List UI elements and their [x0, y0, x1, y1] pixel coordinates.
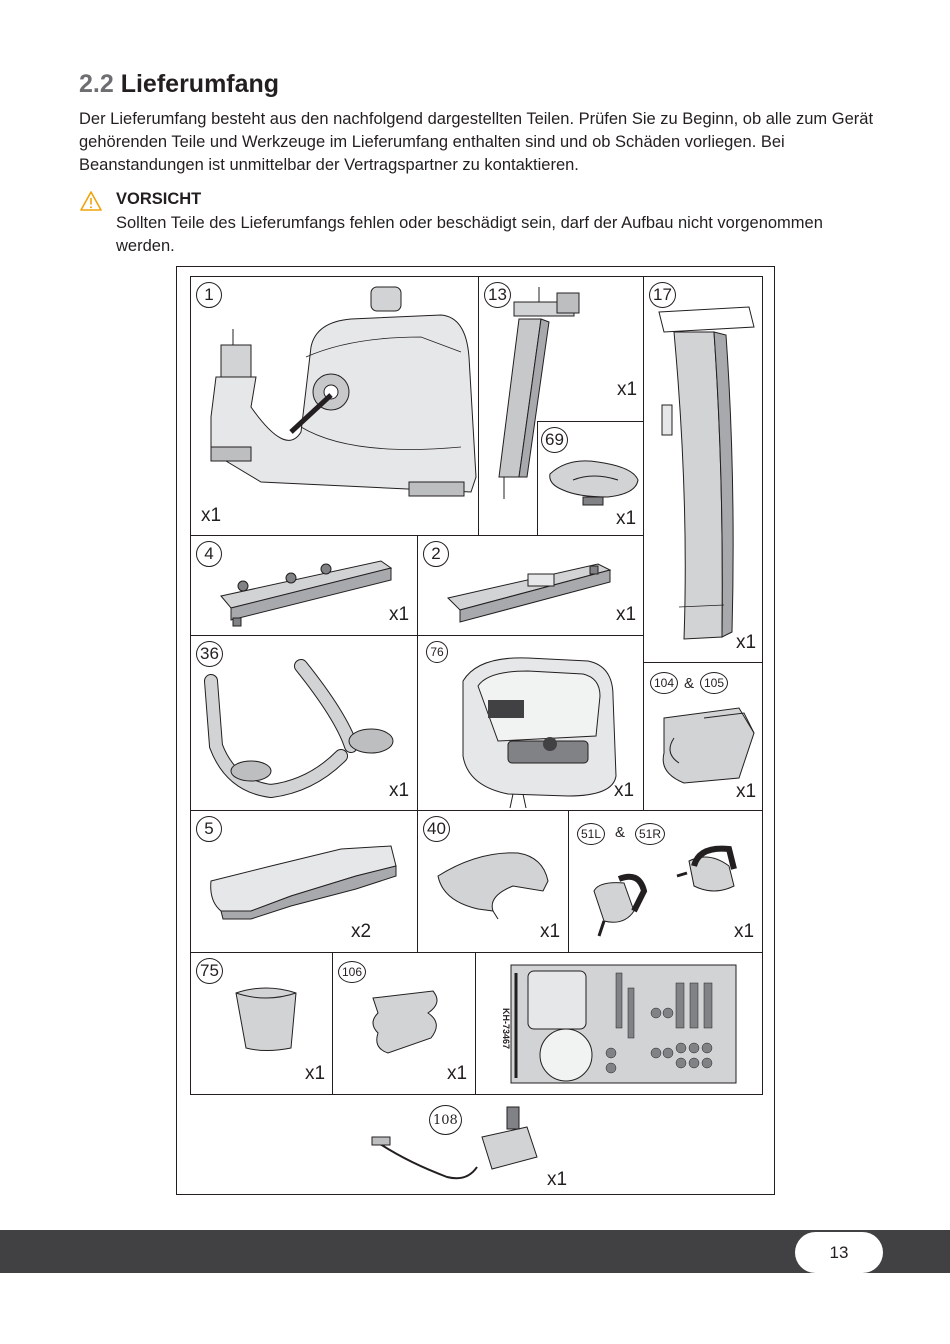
warning-text: Sollten Teile des Lieferumfangs fehlen oder beschädigt sein, darf der Aufbau nicht vorgenommen werden. — [116, 214, 823, 255]
part-number: 108 — [429, 1105, 462, 1135]
part-amp: & — [615, 824, 626, 841]
kit-label: KH-73467 — [501, 1008, 511, 1050]
handlebar-post-illustration — [644, 277, 764, 664]
part-cell-69 — [537, 421, 644, 536]
part-cell-76 — [417, 635, 644, 811]
part-qty: x2 — [351, 921, 372, 942]
front-cover-illustration — [191, 811, 419, 954]
part-number: 13 — [484, 282, 511, 308]
part-cell-17 — [643, 276, 763, 663]
part-number: 36 — [196, 641, 223, 667]
part-qty: x1 — [736, 632, 757, 653]
part-qty: x1 — [734, 921, 755, 942]
part-number: 4 — [196, 541, 222, 567]
hardware-kit-illustration — [476, 953, 764, 1096]
part-qty: x1 — [447, 1063, 468, 1084]
part-qty: x1 — [616, 508, 637, 529]
part-cell-75 — [190, 952, 333, 1095]
part-number: 51L — [577, 823, 605, 845]
part-cell-106 — [332, 952, 476, 1095]
handlebar-illustration — [191, 636, 419, 812]
part-number: 76 — [426, 641, 448, 663]
console-illustration — [418, 636, 645, 812]
part-cell-2 — [417, 535, 644, 636]
part-cell-4 — [190, 535, 418, 636]
part-qty: x1 — [617, 379, 638, 400]
warning-triangle-icon — [80, 191, 102, 211]
part-amp: & — [684, 675, 695, 692]
part-qty: x1 — [389, 780, 410, 801]
part-number: 69 — [541, 427, 568, 453]
intro-paragraph: Der Lieferumfang besteht aus den nachfolgend dargestellten Teilen. Prüfen Sie zu Beginn, ob alle zum Gerät gehörenden Teile und Werkzeuge im Lieferumfang enthalten sind und ob Schäden vorliegen. Bei Beanstandungen ist unmittelbar der Vertragspartner zu kontaktieren. — [79, 110, 874, 174]
part-number: 104 — [650, 672, 678, 694]
rear-stabilizer-illustration — [191, 536, 419, 637]
part-cell-1 — [190, 276, 479, 536]
part-qty: x1 — [201, 505, 222, 526]
part-qty: x1 — [614, 780, 635, 801]
part-number: 40 — [423, 816, 450, 842]
part-cell-51 — [568, 810, 763, 953]
part-number: 51R — [635, 823, 665, 845]
part-cell-40 — [417, 810, 569, 953]
part-number: 75 — [196, 958, 223, 984]
part-qty: x1 — [736, 781, 757, 802]
part-qty: x1 — [540, 921, 561, 942]
power-adapter-illustration — [367, 1097, 567, 1192]
part-qty: x1 — [305, 1063, 326, 1084]
part-cell-104-105 — [643, 662, 763, 811]
part-cell-toolkit — [475, 952, 763, 1095]
part-number: 2 — [423, 541, 449, 567]
part-number: 105 — [700, 672, 728, 694]
warning-title: VORSICHT — [116, 190, 202, 208]
part-qty: x1 — [547, 1169, 568, 1190]
section-title: Lieferumfang — [120, 70, 280, 98]
part-cell-36 — [190, 635, 418, 811]
parts-figure — [176, 266, 775, 1195]
part-number: 5 — [196, 816, 222, 842]
part-cell-5 — [190, 810, 418, 953]
page-number: 13 — [795, 1232, 883, 1273]
section-number: 2.2 — [79, 70, 114, 98]
bike-frame-illustration — [191, 277, 480, 537]
front-stabilizer-illustration — [418, 536, 645, 637]
part-number: 106 — [338, 961, 366, 983]
part-qty: x1 — [616, 604, 637, 625]
part-number: 17 — [649, 282, 676, 308]
part-qty: x1 — [389, 604, 410, 625]
part-number: 1 — [196, 282, 222, 308]
section-heading — [79, 70, 279, 99]
